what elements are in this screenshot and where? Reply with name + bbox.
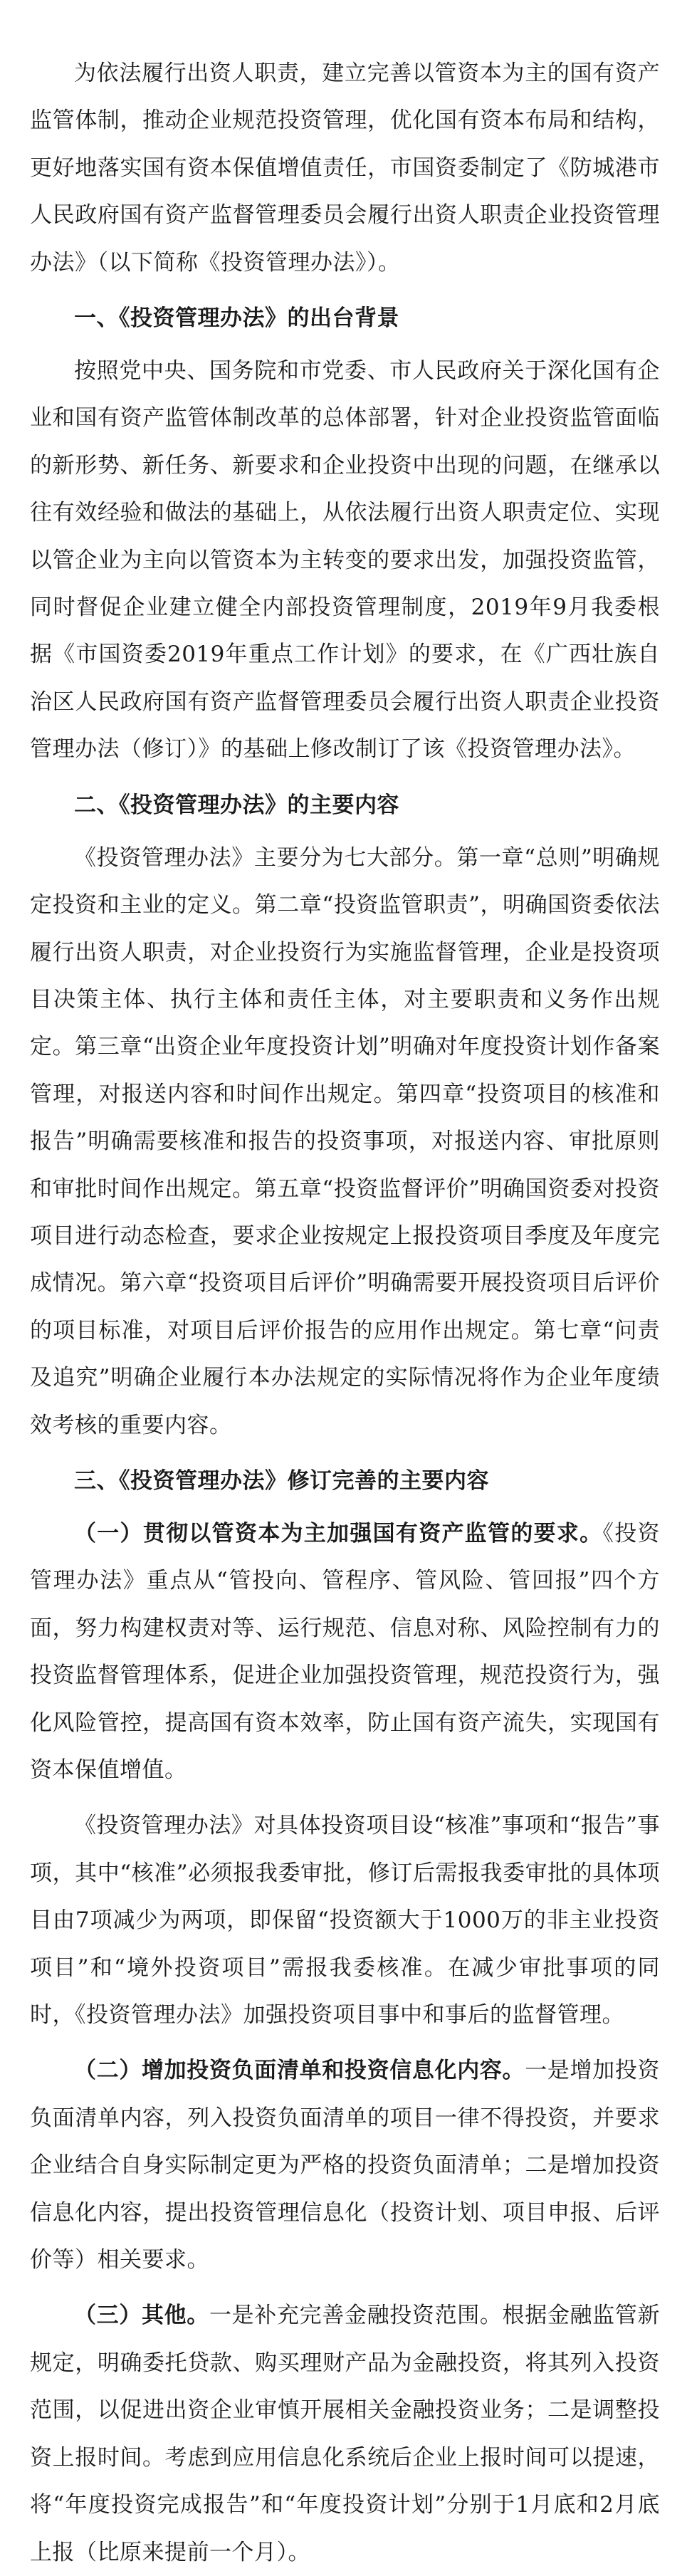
section-3-item-2 — [30, 2047, 660, 2283]
section-1-paragraph: 按照党中央、国务院和市党委、市人民政府关于深化国有企业和国有资产监管体制改革的总体部署，针对企业投资监管面临的新形势、新任务、新要求和企业投资中出现的问题，在继承以往有效经验和做法的基础上，从依法履行出资人职责定位、实现以管企业为主向以管资本为主转变的要求出发，加强投资监管，同时督促企业建立健全内部投资管理制度，2019年9月我委根据《市国资委2019年重点工作计划》的要求，在《广西壮族自治区人民政府国有资产监督管理委员会履行出资人职责企业投资管理办法（修订）》的基础上修改制订了该《投资管理办法》。 — [30, 358, 660, 763]
section-2-paragraph: 《投资管理办法》主要分为七大部分。第一章“总则”明确规定投资和主业的定义。第二章“投资监管职责”，明确国资委依法履行出资人职责，对企业投资行为实施监督管理，企业是投资项目决策主体、执行主体和责任主体，对主要职责和义务作出规定。第三章“出资企业年度投资计划”明确对年度投资计划作备案管理，对报送内容和时间作出规定。第四章“投资项目的核准和报告”明确需要核准和报告的投资事项，对报送内容、审批原则和审批时间作出规定。第五章“投资监督评价”明确国资委对投资项目进行动态检查，要求企业按规定上报投资项目季度及年度完成情况。第六章“投资项目后评价”明确需要开展投资项目后评价的项目标准，对项目后评价报告的应用作出规定。第七章“问责及追究”明确企业履行本办法规定的实际情况将作为企业年度绩效考核的重要内容。 — [30, 844, 660, 1438]
item-1-body: 《投资管理办法》重点从“管投向、管程序、管风险、管回报”四个方面，努力构建权责对等、运行规范、信息对称、风险控制有力的投资监督管理体系，促进企业加强投资管理，规范投资行为，强化风险管控，提高国有资本效率，防止国有资产流失，实现国有资本保值增值。 — [30, 1520, 660, 1783]
section-3-item-1-paragraph-2: 《投资管理办法》对具体投资项目设“核准”事项和“报告”事项，其中“核准”必须报我委审批，修订后需报我委审批的具体项目由7项减少为两项，即保留“投资额大于1000万的非主业投资项目”和“境外投资项目”需报我委核准。在减少审批事项的同时，《投资管理办法》加强投资项目事中和事后的监督管理。 — [30, 1813, 660, 2028]
item-1-lead: （一）贯彻以管资本为主加强国有资产监管的要求。 — [74, 1520, 603, 1546]
item-2-body: 一是增加投资负面清单内容，列入投资负面清单的项目一律不得投资，并要求企业结合自身实际制定更为严格的投资负面清单；二是增加投资信息化内容，提出投资管理信息化（投资计划、项目申报、后评价等）相关要求。 — [30, 2058, 661, 2273]
section-3-item-3 — [30, 2292, 660, 2575]
item-2-lead: （二）增加投资负面清单和投资信息化内容。 — [74, 2058, 525, 2084]
section-2-heading: 二、《投资管理办法》的主要内容 — [74, 792, 399, 818]
section-3-heading: 三、《投资管理办法》修订完善的主要内容 — [74, 1467, 489, 1494]
item-3-lead: （三）其他。 — [74, 2303, 209, 2329]
section-1-heading: 一、《投资管理办法》的出台背景 — [74, 305, 399, 332]
intro-paragraph: 为依法履行出资人职责，建立完善以管资本为主的国有资产监管体制，推动企业规范投资管理，优化国有资本布局和结构，更好地落实国有资本保值增值责任，市国资委制定了《防城港市人民政府国有资产监督管理委员会履行出资人职责企业投资管理办法》（以下简称《投资管理办法》）。 — [30, 61, 660, 276]
item-3-body: 一是补充完善金融投资范围。根据金融监管新规定，明确委托贷款、购买理财产品为金融投资，将其列入投资范围，以促进出资企业审慎开展相关金融投资业务；二是调整投资上报时间。考虑到应用信息化系统后企业上报时间可以提速，将“年度投资完成报告”和“年度投资计划”分别于1月底和2月底上报（比原来提前一个月）。 — [30, 2303, 661, 2565]
section-3-item-1 — [30, 1510, 660, 1794]
